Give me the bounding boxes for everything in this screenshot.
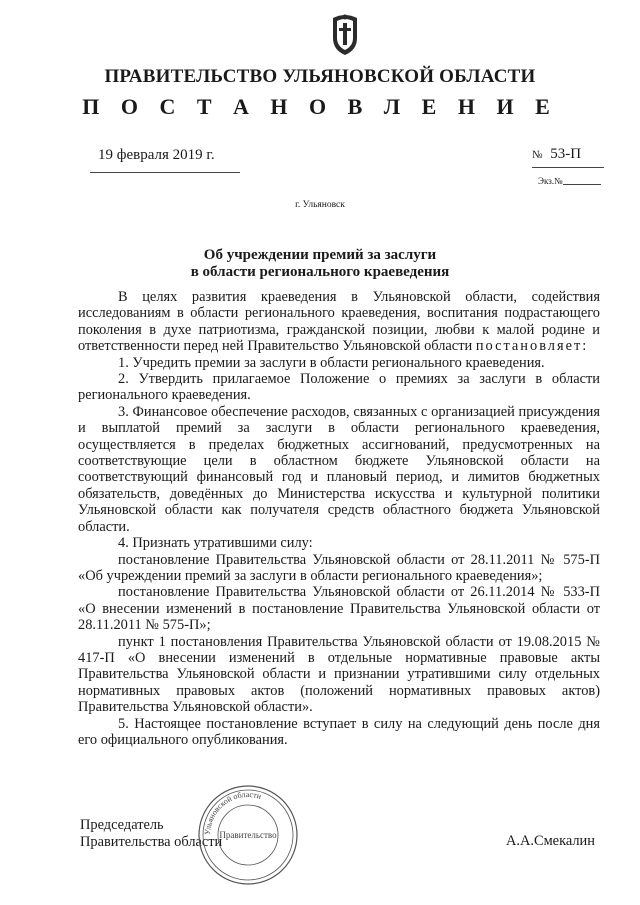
copy-number <box>538 176 601 186</box>
number-sign: № <box>532 149 543 161</box>
signatory-name: А.А.Смекалин <box>506 833 595 849</box>
paragraph-repeal-2: постановление Правительства Ульяновской области от 26.11.2014 № 533-П «О внесении изменений в постановление Правительства Ульяновской области от 28.11.2011 № 575-П»; <box>78 584 600 634</box>
paragraph-repeal-1: постановление Правительства Ульяновской области от 28.11.2011 № 575-П «Об учреждении премий за заслуги в области регионального краеведения»; <box>78 551 600 584</box>
copy-blank <box>563 184 601 185</box>
position-line-2: Правительства области <box>80 834 223 850</box>
paragraph-preamble <box>78 289 600 355</box>
decree-date: 19 февраля 2019 г. <box>98 147 215 163</box>
date-underline <box>90 172 240 173</box>
paragraph-repeal-3: пункт 1 постановления Правительства Ульяновской области от 19.08.2015 № 417-П «О внесении изменений в отдельные нормативные правовые акты Правительства Ульяновской области и признании утратившими силу отдельных нормативных правовых актов (положений нормативных правовых актов) Правительства Ульяновской области». <box>78 633 600 716</box>
title-line-2: в области регионального краеведения <box>190 264 450 280</box>
document-type: П О С Т А Н О В Л Е Н И Е <box>82 94 558 119</box>
paragraph-item-3: 3. Финансовое обеспечение расходов, связанных с организацией присуждения и выплатой премий за заслуги в области регионального краеведения, осуществляется в пределах бюджетных ассигнований, предусмотренных на соответствующие цели в областном бюджете Ульяновской области на соответствующий финансовый год и плановый период, и лимитов бюджетных обязательств, доведённых до Министерства искусства и культурной политики Ульяновской области как получателя средств областного бюджета Ульяновской области. <box>78 403 600 535</box>
position-line-1: Председатель <box>80 817 164 833</box>
number-underline <box>532 167 604 168</box>
decree-verb: постановляет: <box>475 338 589 355</box>
coat-of-arms-icon <box>329 12 361 56</box>
seal-center-text: Правительство <box>219 830 277 840</box>
official-seal-icon <box>196 783 300 887</box>
title-line-1: Об учреждении премий за заслуги <box>203 247 437 263</box>
paragraph-item-5: 5. Настоящее постановление вступает в силу на следующий день после дня его официального опубликования. <box>78 715 600 748</box>
paragraph-item-2: 2. Утвердить прилагаемое Положение о премиях за заслуги в области регионального краеведения. <box>78 371 600 404</box>
paragraph-item-4: 4. Признать утратившими силу: <box>118 535 313 552</box>
city: г. Ульяновск <box>295 200 345 210</box>
copy-label: Экз.№ <box>538 176 563 186</box>
seal-ring-text: Ульяновской области <box>202 789 263 836</box>
organization-title: ПРАВИТЕЛЬСТВО УЛЬЯНОВСКОЙ ОБЛАСТИ <box>104 66 536 87</box>
preamble-text: В целях развития краеведения в Ульяновской области, содействия исследованиям в области регионального краеведения, воспитания подрастающего поколения в духе патриотизма, гражданской позиции, любви к малой родине и ответственности перед ней Правительство Ульяновской области <box>78 289 600 355</box>
document-body <box>78 289 600 748</box>
paragraph-item-1: 1. Учредить премии за заслуги в области регионального краеведения. <box>118 354 545 371</box>
decree-number <box>532 146 581 163</box>
document-title <box>0 247 640 281</box>
svg-text:Ульяновской области <box>203 790 263 835</box>
number-value: 53-П <box>550 146 582 162</box>
